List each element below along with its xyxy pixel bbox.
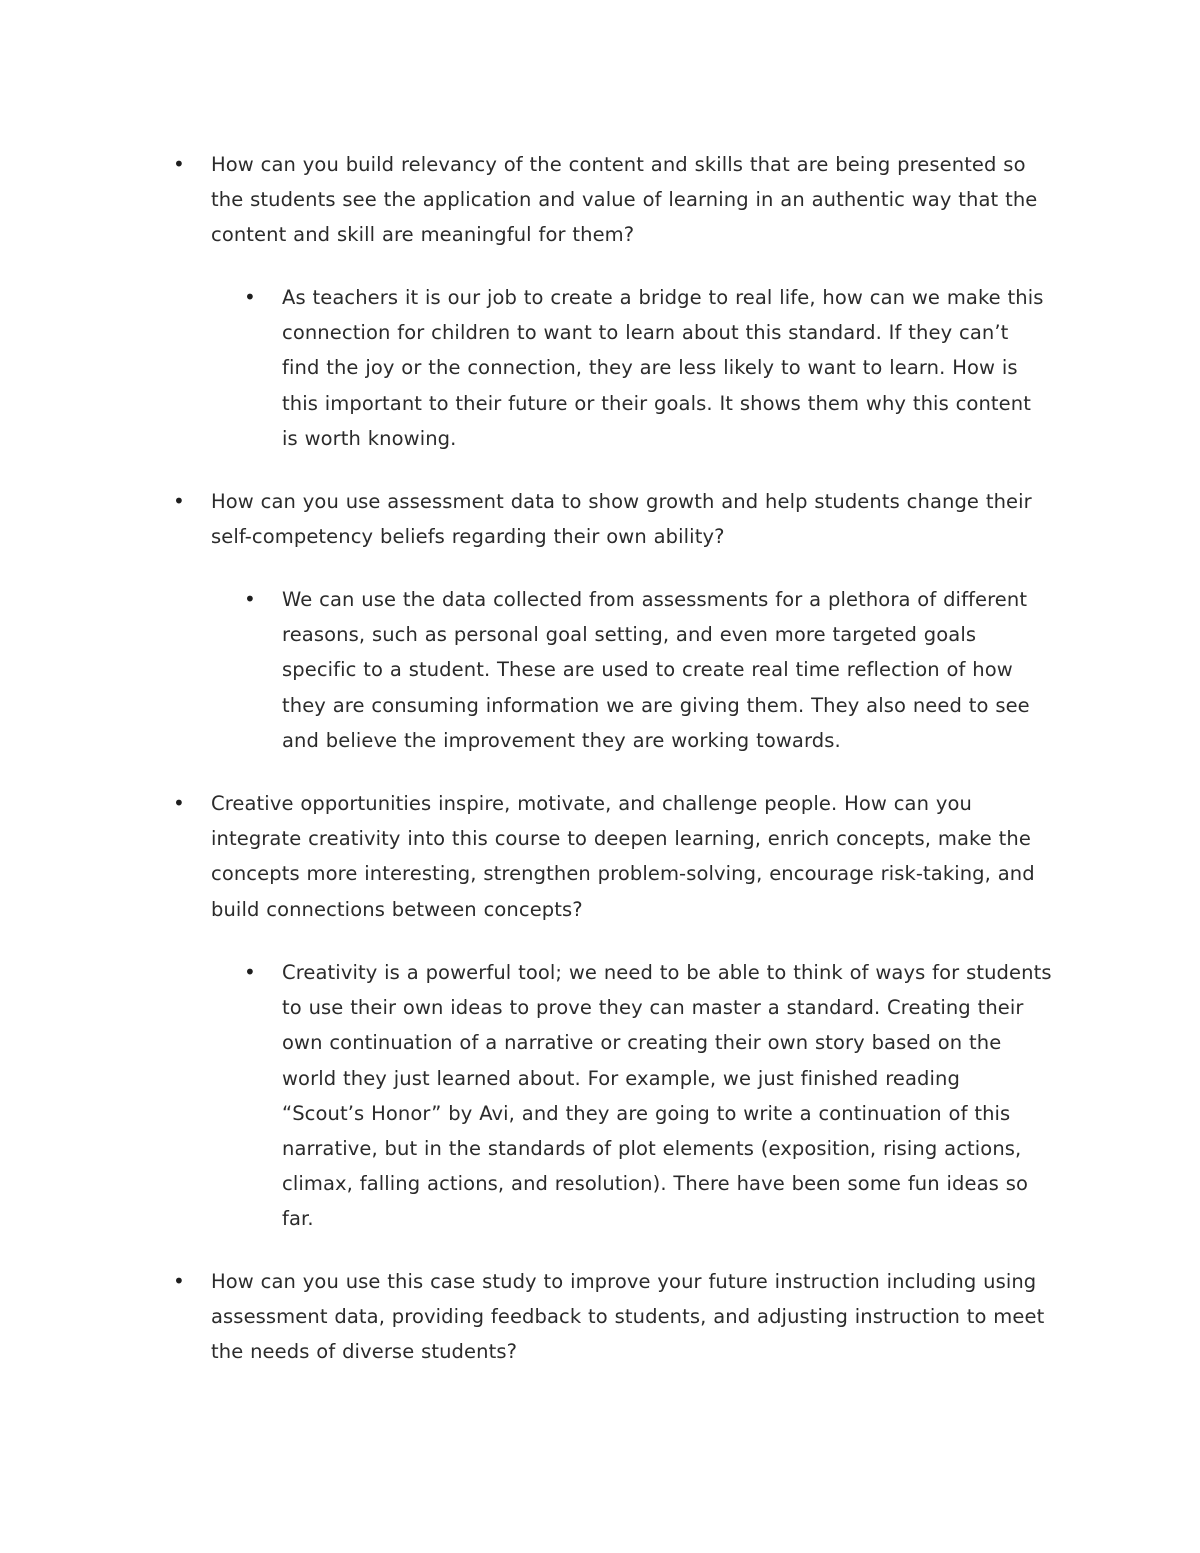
question-text: How can you use assessment data to show growth and help students change their self-competency beliefs regarding their own ability? <box>211 490 1032 549</box>
answer-creativity <box>244 955 1082 1237</box>
question-case-study <box>173 1264 1081 1370</box>
question-relevancy <box>173 147 1081 253</box>
bullet-icon: • <box>244 960 256 984</box>
answer-relevancy <box>244 280 1082 456</box>
answer-text: As teachers it is our job to create a bridge to real life, how can we make this connection for children to want to learn about this standard. If they can’t find the joy or the connection, they are less likely to want to learn. How is this important to their future or their goals. It shows them why this content is worth knowing. <box>282 286 1044 450</box>
bullet-icon: • <box>173 1269 185 1293</box>
answer-text: Creativity is a powerful tool; we need to be able to think of ways for students to use their own ideas to prove they can master a standard. Creating their own continuation of a narrative or creating their own story based on the world they just learned about. For example, we just finished reading “Scout’s Honor” by Avi, and they are going to write a continuation of this narrative, but in the standards of plot elements (exposition, rising actions, climax, falling actions, and resolution). There have been some fun ideas so far. <box>282 961 1052 1231</box>
question-creativity <box>173 786 1081 927</box>
answer-text: We can use the data collected from assessments for a plethora of different reasons, such as personal goal setting, and even more targeted goals specific to a student. These are used to create real time reflection of how they are consuming information we are giving them. They also need to see and believe the improvement they are working towards. <box>282 588 1030 752</box>
bullet-icon: • <box>244 285 256 309</box>
question-assessment-data <box>173 484 1081 554</box>
bullet-icon: • <box>244 587 256 611</box>
question-text: Creative opportunities inspire, motivate, and challenge people. How can you integrate creativity into this course to deepen learning, enrich concepts, make the concepts more interesting, strengthen problem-solving, encourage risk-taking, and build connections between concepts? <box>211 792 1035 921</box>
answer-assessment-data <box>244 582 1082 758</box>
bullet-icon: • <box>173 489 185 513</box>
bullet-icon: • <box>173 152 185 176</box>
question-text: How can you build relevancy of the content and skills that are being presented so the students see the application and value of learning in an authentic way that the content and skill are meaningful for them? <box>211 153 1038 247</box>
question-text: How can you use this case study to improve your future instruction including using assessment data, providing feedback to students, and adjusting instruction to meet the needs of diverse students? <box>211 1270 1045 1364</box>
bullet-icon: • <box>173 791 185 815</box>
